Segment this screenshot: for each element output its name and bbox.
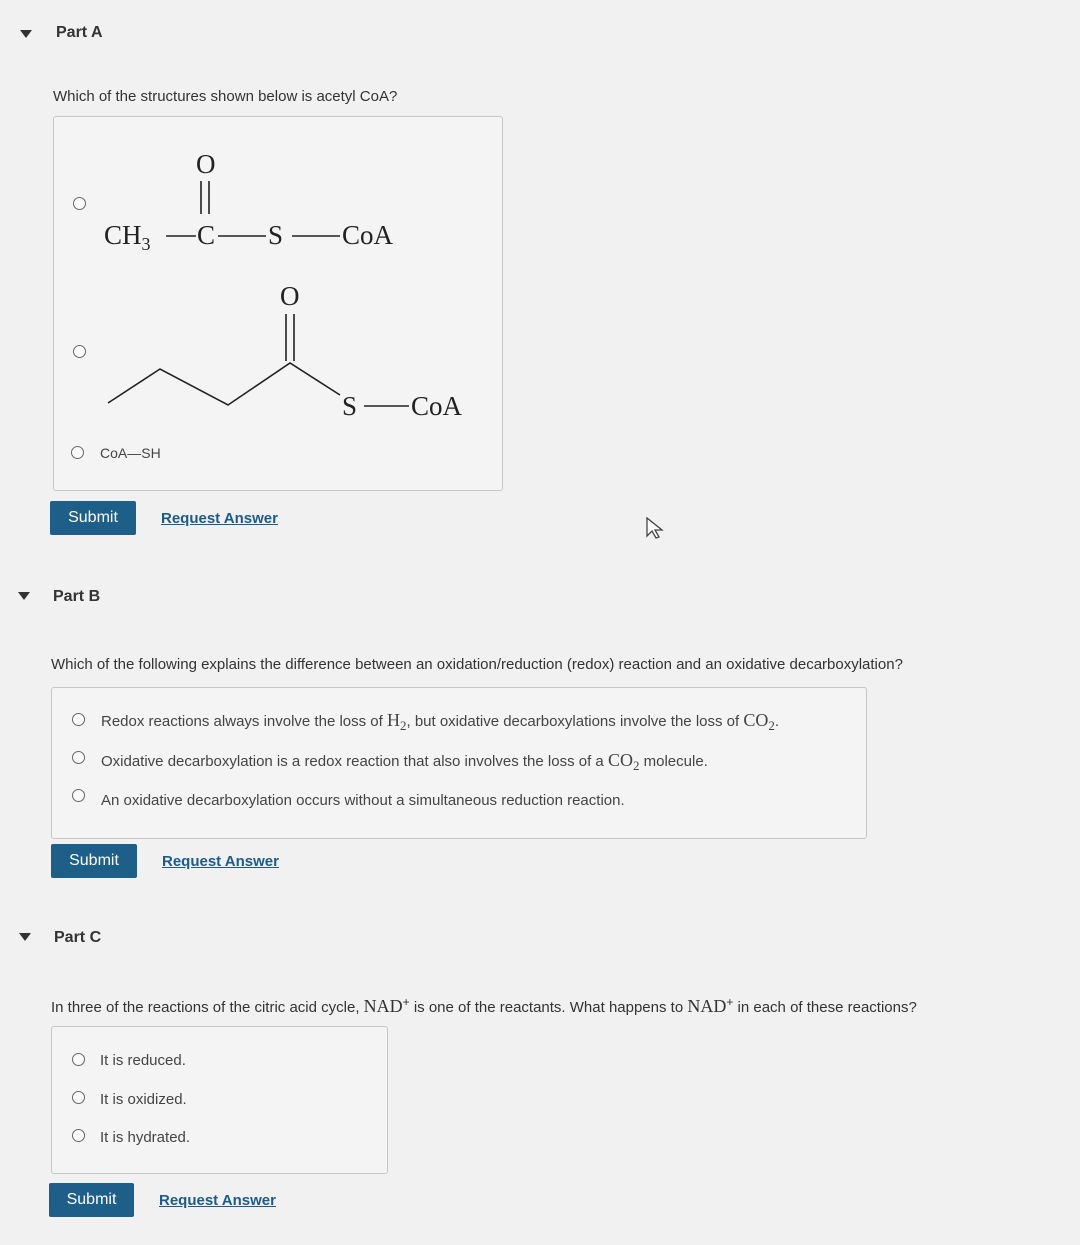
part-a-options-box <box>53 116 503 491</box>
part-a-title: Part A <box>56 24 103 41</box>
structure1-oxygen: O <box>196 149 216 179</box>
part-b-option-2-label: Oxidative decarboxylation is a redox reaction that also involves the loss of a $CO_2$ molecule. <box>101 750 708 773</box>
part-b-option-3-label: An oxidative decarboxylation occurs without a simultaneous reduction reaction. <box>101 792 625 809</box>
part-c-option-3-radio[interactable] <box>72 1129 85 1142</box>
part-c-question: In three of the reactions of the citric acid cycle, NAD+ is one of the reactants. What happens to NAD+ in each of these reactions? <box>51 995 917 1016</box>
part-b-collapse-toggle[interactable] <box>18 592 30 600</box>
part-a-question: Which of the structures shown below is acetyl CoA? <box>53 88 398 105</box>
structure1-ch3: $CH_3$ <box>104 220 151 254</box>
structure2-sulfur: S <box>342 391 358 417</box>
part-c-option-3-label: It is hydrated. <box>100 1129 191 1146</box>
structure1-carbon: C <box>197 220 216 250</box>
part-b-request-answer-link[interactable]: Request Answer <box>162 853 279 870</box>
part-b-question: Which of the following explains the difference between an oxidation/reduction (redox) reaction and an oxidative decarboxylation? <box>51 656 903 673</box>
part-b-options-box <box>51 687 867 839</box>
part-a-option-2-radio[interactable] <box>73 345 86 358</box>
structure1-coa: CoA <box>342 220 394 250</box>
part-a-request-answer-link[interactable]: Request Answer <box>161 510 278 527</box>
part-c-options-box <box>51 1026 388 1174</box>
part-a-option-3-label: CoA—SH <box>100 445 161 461</box>
part-c-option-1-radio[interactable] <box>72 1053 85 1066</box>
part-c-request-answer-link[interactable]: Request Answer <box>159 1192 276 1209</box>
structure1-sulfur: S <box>268 220 284 250</box>
part-c-title: Part C <box>54 929 102 946</box>
structure2-oxygen: O <box>280 281 300 311</box>
part-c-submit-button[interactable]: Submit <box>49 1183 134 1217</box>
mouse-cursor-icon <box>645 516 665 540</box>
structure2-coa: CoA <box>411 391 463 417</box>
part-a-submit-button[interactable]: Submit <box>50 501 136 535</box>
part-b-submit-button[interactable]: Submit <box>51 844 137 878</box>
part-b-title: Part B <box>53 588 101 605</box>
part-a-option-1-radio[interactable] <box>73 197 86 210</box>
part-a-option-3-radio[interactable] <box>71 446 84 459</box>
part-c-collapse-toggle[interactable] <box>19 933 31 941</box>
structure-acetyl-coa <box>94 139 414 259</box>
part-b-option-2-radio[interactable] <box>72 751 85 764</box>
part-c-option-2-radio[interactable] <box>72 1091 85 1104</box>
part-b-option-3-radio[interactable] <box>72 789 85 802</box>
part-a-collapse-toggle[interactable] <box>20 30 32 38</box>
part-b-option-1-label: Redox reactions always involve the loss of $H_2$, but oxidative decarboxylations involve the loss of $CO_2$. <box>101 710 780 733</box>
part-b-option-1-radio[interactable] <box>72 713 85 726</box>
part-c-option-2-label: It is oxidized. <box>100 1091 187 1108</box>
structure-skeletal <box>104 277 484 417</box>
part-c-option-1-label: It is reduced. <box>100 1052 186 1069</box>
